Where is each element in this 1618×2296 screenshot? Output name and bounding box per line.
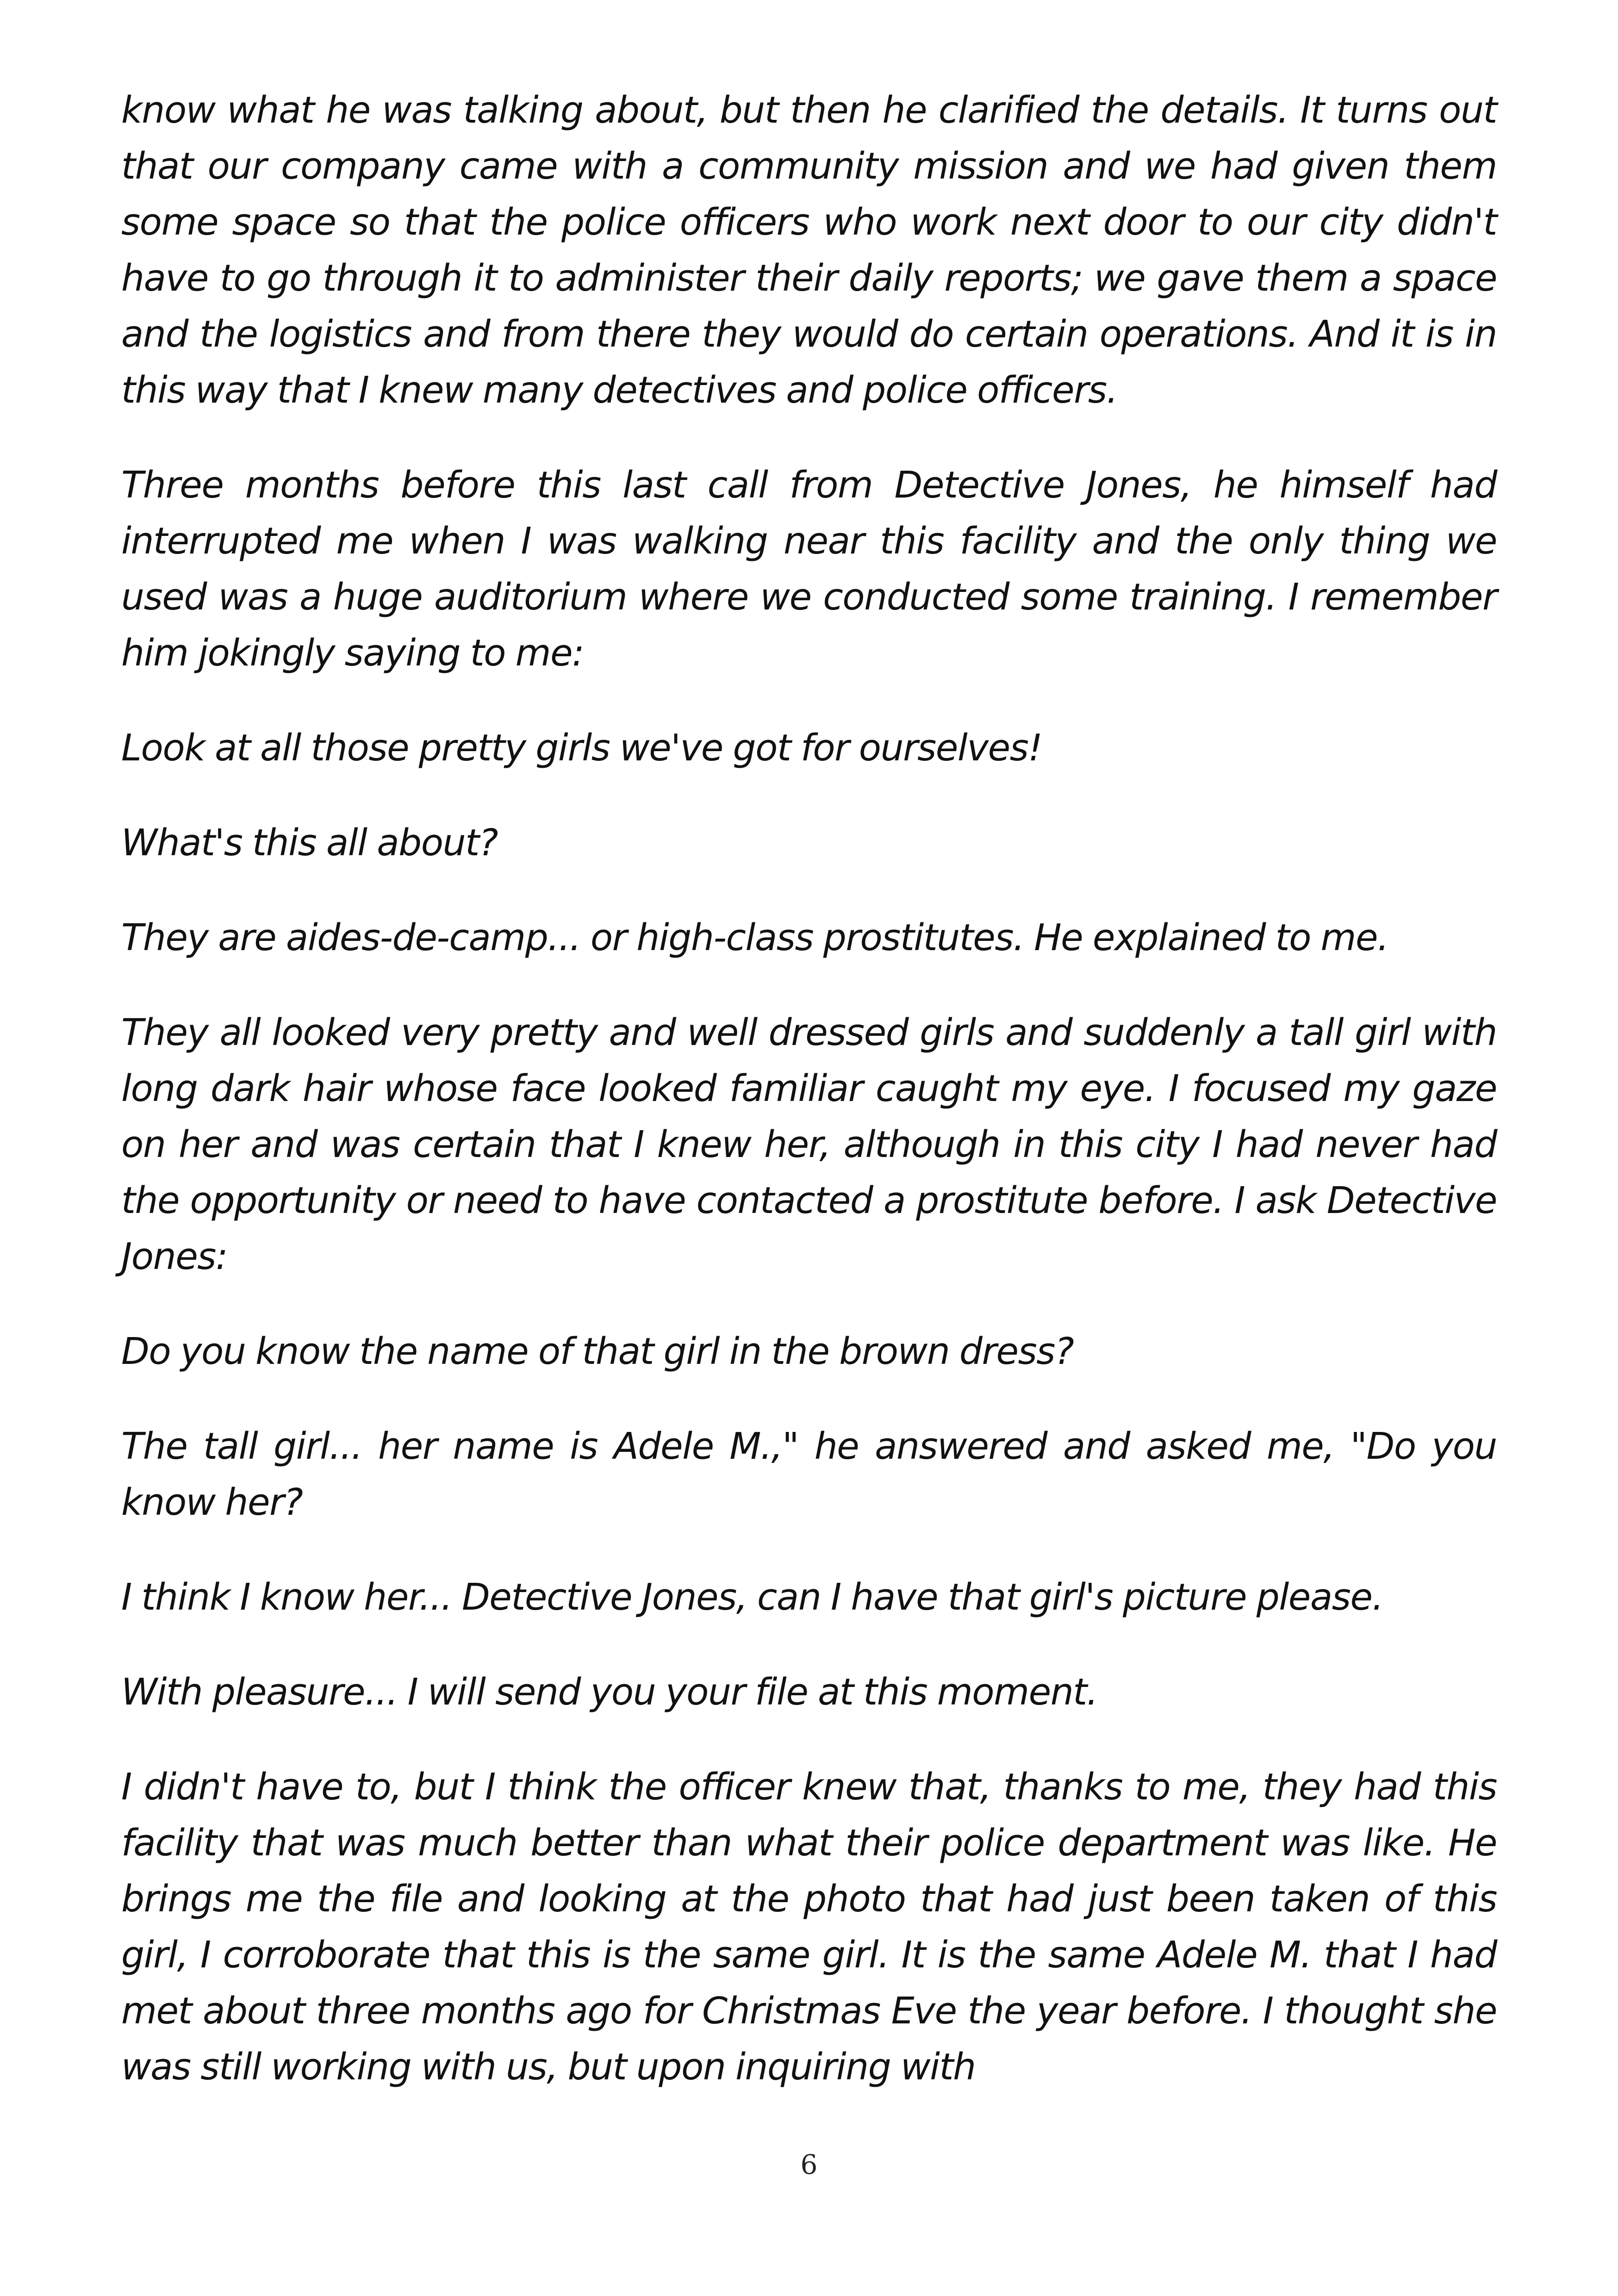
- paragraph-3: Look at all those pretty girls we've got for ourselves!: [121, 727, 1042, 769]
- paragraph-5: They are aides-de-camp... or high-class prostitutes. He explained to me.: [121, 916, 1388, 959]
- paragraph-10: With pleasure... I will send you your file at this moment.: [121, 1671, 1098, 1713]
- paragraph-1: know what he was talking about, but then he clarified the details. It turns out that our company came with a community mission and we had given them some space so that the police officers who work next door to our city didn't have to go through it to administer their daily reports; we gave them a space and the logistics and from there they would do certain operations. And it is in this way that I knew many detectives and police officers.: [121, 89, 1497, 411]
- body-text: [121, 82, 1497, 2095]
- paragraph-9: I think I know her... Detective Jones, can I have that girl's picture please.: [121, 1576, 1383, 1618]
- paragraph-11: I didn't have to, but I think the officer knew that, thanks to me, they had this facility that was much better than what their police department was like. He brings me the file and looking at the photo that had just been taken of this girl, I corroborate that this is the same girl. It is the same Adele M. that I had met about three months ago for Christmas Eve the year before. I thought she was still working with us, but upon inquiring with: [121, 1766, 1497, 2088]
- paragraph-7: Do you know the name of that girl in the brown dress?: [121, 1330, 1074, 1373]
- paragraph-4: What's this all about?: [121, 821, 498, 864]
- paragraph-6: They all looked very pretty and well dressed girls and suddenly a tall girl with long dark hair whose face looked familiar caught my eye. I focused my gaze on her and was certain that I knew her, although in this city I had never had the opportunity or need to have contacted a prostitute before. I ask Detective Jones:: [121, 1011, 1497, 1278]
- paragraph-2: Three months before this last call from Detective Jones, he himself had interrupted me when I was walking near this facility and the only thing we used was a huge auditorium where we conducted some training. I remember him jokingly saying to me:: [121, 464, 1497, 674]
- page-number: 6: [800, 2149, 818, 2180]
- paragraph-8: The tall girl... her name is Adele M.," he answered and asked me, "Do you know her?: [121, 1425, 1497, 1524]
